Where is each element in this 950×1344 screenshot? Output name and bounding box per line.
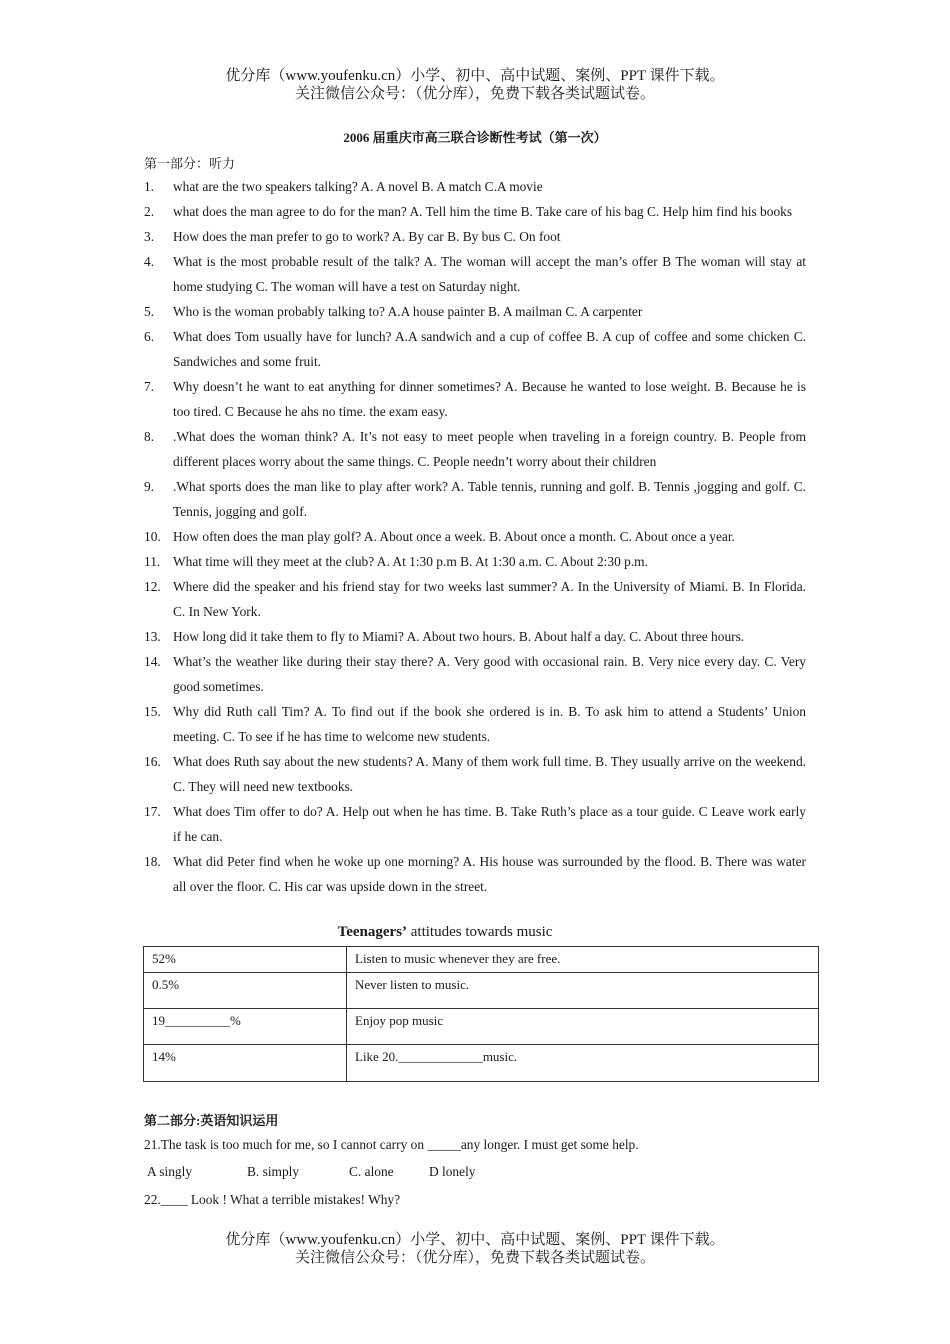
question-item [144, 374, 806, 424]
question-number: 11. [144, 554, 161, 569]
table-caption [0, 924, 890, 941]
question-text: What does Ruth say about the new students? A. Many of them work full time. B. They usually arrive on the weekend. C. They will need new textbooks. [173, 754, 806, 794]
question-item [144, 299, 806, 324]
question-number: 5. [144, 304, 155, 319]
question-text: what does the man agree to do for the man? A. Tell him the time B. Take care of his bag C. Help him find his books [173, 204, 793, 219]
question-item [144, 199, 806, 224]
question-text: .What sports does the man like to play after work? A. Table tennis, running and golf. B. Tennis ,jogging and golf. C. Tennis, jogging and golf. [173, 479, 806, 519]
question-text: What’s the weather like during their stay there? A. Very good with occasional rain. B. Very nice every day. C. Very good sometimes. [173, 654, 806, 694]
header-line-2: 关注微信公众号：（优分库），免费下载各类试题试卷。 [294, 86, 655, 102]
question-text: Where did the speaker and his friend stay for two weeks last summer? A. In the University of Miami. B. In Florida. C. In New York. [173, 579, 806, 619]
table-row [144, 1045, 819, 1082]
question-number: 7. [144, 379, 155, 394]
page-footer [0, 1231, 950, 1267]
question-number: 1. [144, 179, 155, 194]
header-line-1: 优分库（www.youfenku.cn）小学、初中、高中试题、案例、PPT 课件下载。 [225, 68, 725, 84]
table-caption-rest: attitudes towards music [407, 924, 553, 940]
table-row [144, 1009, 819, 1045]
question-text: .What does the woman think? A. It’s not easy to meet people when traveling in a foreign country. B. People from different places worry about the same things. C. People needn’t worry about their children [173, 429, 806, 469]
question-item [144, 424, 806, 474]
question-number: 8. [144, 429, 155, 444]
question-number: 16. [144, 754, 161, 769]
question-text: How often does the man play golf? A. About once a week. B. About once a month. C. About once a year. [173, 529, 735, 544]
question-number: 4. [144, 254, 155, 269]
question-number: 14. [144, 654, 161, 669]
footer-line-1: 优分库（www.youfenku.cn）小学、初中、高中试题、案例、PPT 课件下载。 [225, 1232, 725, 1248]
attitude-cell: Enjoy pop music [347, 1009, 819, 1045]
question-item [144, 624, 806, 649]
option-b: B. simply [247, 1164, 300, 1179]
question-21: 21.The task is too much for me, so I cannot carry on _____any longer. I must get some help. [144, 1137, 639, 1152]
question-text: What did Peter find when he woke up one morning? A. His house was surrounded by the flood. B. There was water all over the floor. C. His car was upside down in the street. [173, 854, 806, 894]
question-text: Who is the woman probably talking to? A.A house painter B. A mailman C. A carpenter [173, 304, 643, 319]
percent-cell: 0.5% [144, 973, 347, 1009]
question-number: 3. [144, 229, 155, 244]
part2-heading: 第二部分:英语知识运用 [144, 1113, 279, 1128]
question-text: What does Tim offer to do? A. Help out when he has time. B. Take Ruth’s place as a tour guide. C Leave work early if he can. [173, 804, 806, 844]
question-number: 13. [144, 629, 161, 644]
question-text: what are the two speakers talking? A. A novel B. A match C.A movie [173, 179, 543, 194]
table-row [144, 973, 819, 1009]
question-number: 15. [144, 704, 161, 719]
question-number: 18. [144, 854, 161, 869]
option-a: A singly [147, 1164, 193, 1179]
question-number: 10. [144, 529, 161, 544]
option-c: C. alone [349, 1164, 394, 1179]
question-item [144, 749, 806, 799]
attitude-cell: Never listen to music. [347, 973, 819, 1009]
question-item [144, 249, 806, 299]
question-number: 2. [144, 204, 155, 219]
question-item [144, 799, 806, 849]
question-item [144, 524, 806, 549]
percent-cell: 14% [144, 1045, 347, 1082]
question-21-options [147, 1164, 476, 1180]
question-text: Why doesn’t he want to eat anything for dinner sometimes? A. Because he wanted to lose weight. B. Because he is too tired. C Because he ahs no time. the exam easy. [173, 379, 806, 419]
question-text: Why did Ruth call Tim? A. To find out if the book she ordered is in. B. To ask him to attend a Students’ Union meeting. C. To see if he has time to welcome new students. [173, 704, 806, 744]
table-caption-bold: Teenagers’ [337, 924, 408, 940]
question-number: 9. [144, 479, 155, 494]
percent-cell: 19__________% [144, 1009, 347, 1045]
part1-heading: 第一部分：听力 [144, 156, 236, 171]
table-row [144, 947, 819, 973]
question-item [144, 699, 806, 749]
question-text: How does the man prefer to go to work? A. By car B. By bus C. On foot [173, 229, 561, 244]
footer-line-2: 关注微信公众号：（优分库），免费下载各类试题试卷。 [294, 1250, 655, 1266]
question-item [144, 174, 806, 199]
question-text: What time will they meet at the club? A. At 1:30 p.m B. At 1:30 a.m. C. About 2:30 p.m. [173, 554, 648, 569]
question-text: What is the most probable result of the talk? A. The woman will accept the man’s offer B The woman will stay at home studying C. The woman will have a test on Saturday night. [173, 254, 806, 294]
listening-questions [144, 174, 806, 899]
question-number: 17. [144, 804, 161, 819]
attitude-cell: Like 20._____________music. [347, 1045, 819, 1082]
question-item [144, 549, 806, 574]
question-text: How long did it take them to fly to Miami? A. About two hours. B. About half a day. C. About three hours. [173, 629, 745, 644]
question-text: What does Tom usually have for lunch? A.A sandwich and a cup of coffee B. A cup of coffee and some chicken C. Sandwiches and some fruit. [173, 329, 806, 369]
question-22: 22.____ Look ! What a terrible mistakes! Why? [144, 1192, 401, 1207]
question-number: 12. [144, 579, 161, 594]
question-item [144, 849, 806, 899]
question-item [144, 474, 806, 524]
question-item [144, 224, 806, 249]
question-item [144, 574, 806, 624]
music-attitudes-table [143, 946, 819, 1082]
option-d: D lonely [429, 1164, 476, 1179]
page-header [0, 67, 950, 103]
exam-title: 2006 届重庆市高三联合诊断性考试（第一次） [343, 130, 607, 145]
attitude-cell: Listen to music whenever they are free. [347, 947, 819, 973]
percent-cell: 52% [144, 947, 347, 973]
question-item [144, 324, 806, 374]
question-item [144, 649, 806, 699]
question-number: 6. [144, 329, 155, 344]
